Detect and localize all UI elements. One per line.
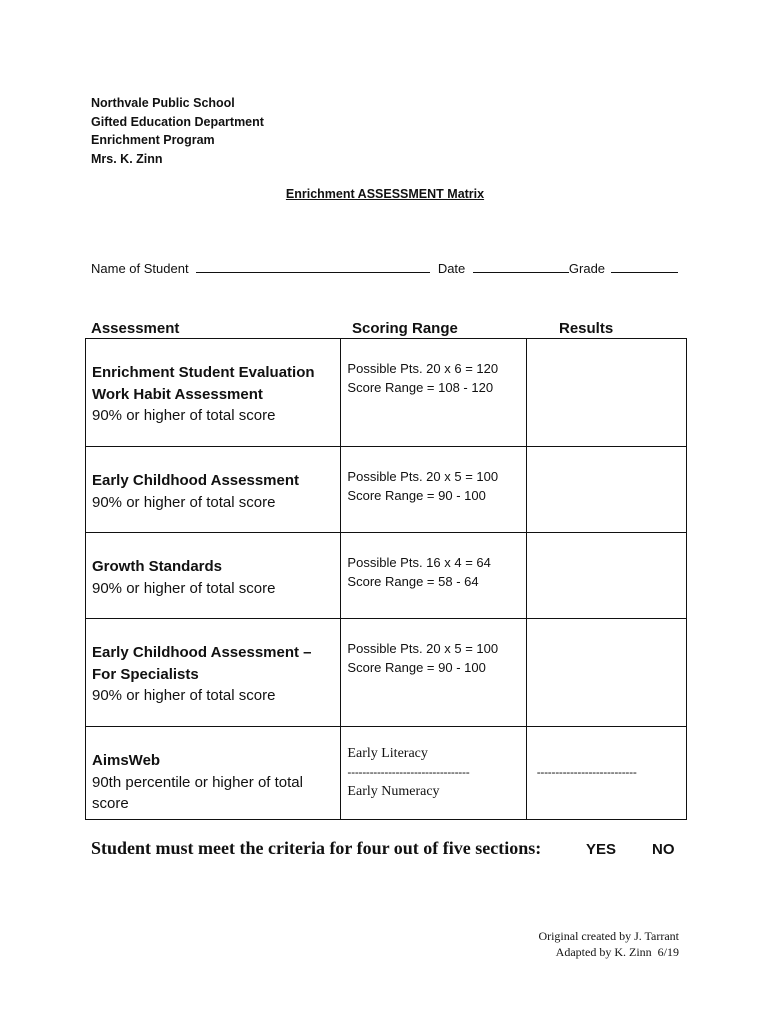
document-credits (538, 928, 679, 960)
results-cell[interactable] (526, 447, 686, 533)
scoring-range-cell (341, 447, 526, 533)
school-name: Northvale Public School (91, 96, 235, 110)
student-name-label: Name of Student (91, 261, 189, 276)
assessment-matrix-table (85, 338, 687, 820)
assessment-cell (86, 339, 341, 447)
assessment-criterion: 90% or higher of total score (92, 579, 276, 597)
possible-points: Possible Pts. 16 x 4 = 64 (347, 555, 491, 570)
assessment-name: Enrichment Student Evaluation (92, 364, 315, 381)
teacher-name: Mrs. K. Zinn (91, 151, 163, 166)
results-column-header: Results (559, 320, 614, 337)
table-row (86, 727, 687, 820)
score-range: Score Range = 108 - 120 (347, 380, 494, 395)
assessment-criterion: 90% or higher of total score (92, 407, 276, 424)
range-divider: --------------------------------- (347, 765, 470, 779)
early-literacy-label: Early Literacy (347, 746, 428, 761)
table-row (86, 619, 687, 727)
scoring-range-cell (341, 619, 526, 727)
criteria-statement: Student must meet the criteria for four out of five sections: (91, 838, 542, 858)
student-info-line (91, 260, 678, 276)
table-row (86, 447, 687, 533)
possible-points: Possible Pts. 20 x 5 = 100 (347, 469, 499, 484)
scoring-range-cell (341, 533, 526, 619)
assessment-criterion: 90% or higher of total score (92, 687, 276, 704)
table-row (86, 533, 687, 619)
possible-points: Possible Pts. 20 x 5 = 100 (347, 641, 499, 656)
assessment-cell (86, 533, 341, 619)
scoring-range-cell (341, 339, 526, 447)
possible-points: Possible Pts. 20 x 6 = 120 (347, 361, 499, 376)
grade-label: Grade (568, 261, 606, 276)
assessment-name: AimsWeb (92, 752, 161, 769)
assessment-cell (86, 619, 341, 727)
results-cell[interactable] (526, 727, 686, 820)
assessment-cell (86, 727, 341, 820)
date-field[interactable] (473, 260, 569, 273)
assessment-name: Growth Standards (92, 558, 223, 575)
scoring-range-column-header: Scoring Range (352, 320, 458, 337)
score-range: Score Range = 90 - 100 (347, 660, 486, 675)
adapted-credit: Adapted by K. Zinn 6/19 (555, 945, 679, 959)
document-title: Enrichment ASSESSMENT Matrix (285, 187, 485, 201)
assessment-criterion: 90th percentile or higher of total score (92, 773, 303, 812)
grade-field[interactable] (611, 260, 678, 273)
assessment-name: Early Childhood Assessment (92, 472, 299, 489)
program-name: Enrichment Program (91, 133, 215, 147)
assessment-cell (86, 447, 341, 533)
table-row (86, 339, 687, 447)
results-cell[interactable] (526, 339, 686, 447)
early-numeracy-label: Early Numeracy (347, 784, 440, 799)
date-label: Date (437, 261, 466, 276)
score-range: Score Range = 58 - 64 (347, 574, 479, 589)
assessment-name: Work Habit Assessment (92, 385, 263, 403)
school-header (91, 94, 264, 168)
assessment-column-header: Assessment (91, 320, 180, 337)
scoring-range-cell (341, 727, 526, 820)
student-name-field[interactable] (196, 260, 430, 273)
score-range: Score Range = 90 - 100 (347, 488, 486, 503)
original-credit: Original created by J. Tarrant (538, 929, 679, 943)
results-divider: --------------------------- (536, 765, 637, 779)
assessment-name: Early Childhood Assessment – (92, 644, 312, 661)
yes-option[interactable]: YES (586, 841, 617, 858)
results-cell[interactable] (526, 533, 686, 619)
assessment-name: For Specialists (92, 665, 199, 683)
assessment-criterion: 90% or higher of total score (92, 493, 276, 511)
department-name: Gifted Education Department (91, 114, 264, 129)
no-option[interactable]: NO (652, 841, 675, 858)
results-cell[interactable] (526, 619, 686, 727)
